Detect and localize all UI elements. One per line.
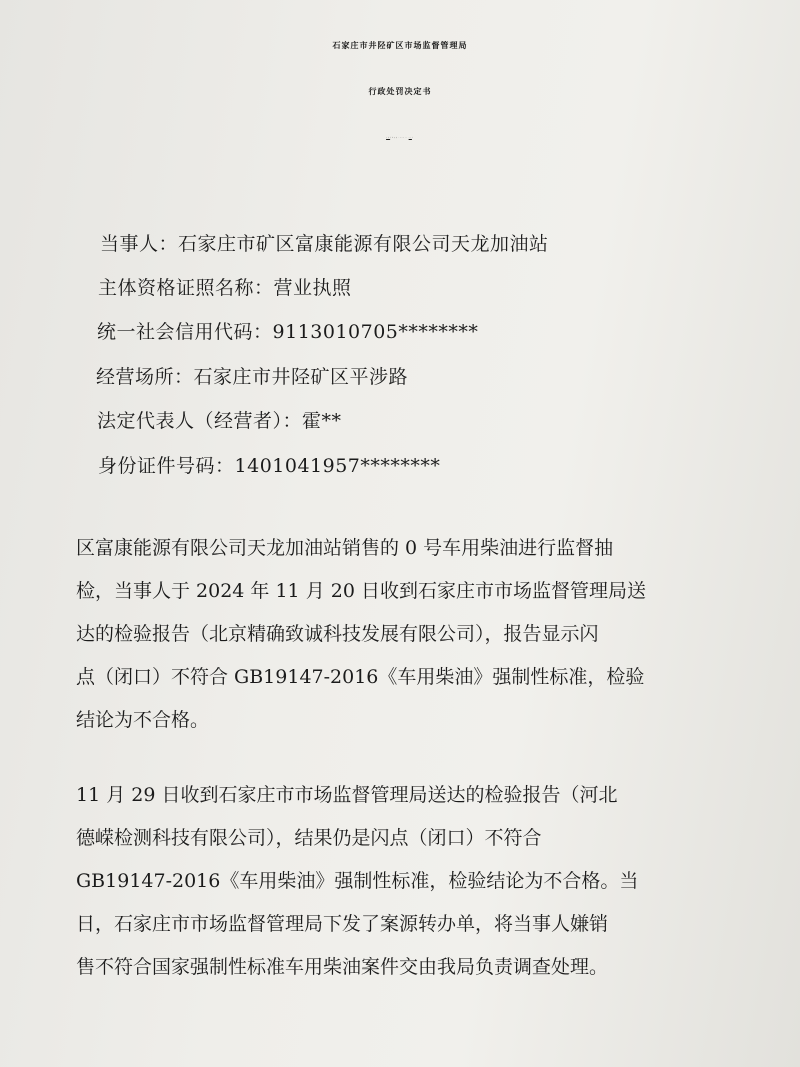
doc-number-middle: 市监处罚〔2024〕: [390, 138, 409, 139]
paragraph-line: 德嵘检测科技有限公司），结果仍是闪点（闭口）不符合: [76, 827, 542, 849]
document-title: 石家庄市井陉矿区市场监督管理局: [332, 41, 468, 50]
field-value: 9113010705********: [272, 321, 479, 343]
paragraph-1: [76, 484, 736, 742]
field-business-address: [96, 362, 408, 389]
field-value: 霍**: [302, 410, 342, 432]
field-label: 法定代表人（经营者）：: [97, 410, 303, 432]
field-label: 当事人：: [100, 233, 179, 255]
field-label: 经营场所：: [96, 366, 194, 388]
paragraph-line: 结论为不合格。: [76, 709, 210, 731]
document-number: [0, 138, 800, 139]
paragraph-2: [76, 731, 736, 989]
field-license-name: [98, 273, 352, 300]
field-label: 主体资格证照名称：: [98, 277, 274, 299]
field-label: 身份证件号码：: [98, 455, 235, 477]
paragraph-line: [76, 731, 736, 774]
paragraph-line: 11 月 29 日收到石家庄市市场监督管理局送达的检验报告（河北: [76, 784, 618, 806]
document-subtitle: 行政处罚决定书: [368, 87, 432, 96]
field-party: [100, 229, 549, 256]
field-value: 石家庄市矿区富康能源有限公司天龙加油站: [178, 233, 549, 255]
paragraph-line: 售不符合国家强制性标准车用柴油案件交由我局负责调查处理。: [76, 956, 609, 978]
doc-number-suffix: 号: [411, 138, 414, 139]
paragraph-line: 区富康能源有限公司天龙加油站销售的 0 号车用柴油进行监督抽: [76, 537, 614, 559]
paragraph-line: 日，石家庄市市场监督管理局下发了案源转办单，将当事人嫌销: [76, 913, 609, 935]
field-value: 石家庄市井陉矿区平涉路: [193, 366, 409, 388]
field-credit-code: [97, 317, 478, 344]
doc-number-num: 30: [408, 138, 412, 139]
field-legal-representative: [97, 406, 342, 433]
field-id-number: [98, 451, 440, 478]
paragraph-line: GB19147-2016《车用柴油》强制性标准，检验结论为不合格。当: [76, 870, 639, 892]
paragraph-line: [76, 484, 736, 527]
doc-number-prefix: 石矿: [386, 138, 391, 139]
paragraph-line: 达的检验报告（北京精确致诚科技发展有限公司），报告显示闪: [76, 623, 599, 645]
field-value: 营业执照: [273, 277, 352, 299]
paragraph-line: 点（闭口）不符合 GB19147-2016《车用柴油》强制性标准，检验: [76, 666, 645, 688]
field-value: 1401041957********: [234, 455, 441, 477]
paragraph-line: 检，当事人于 2024 年 11 月 20 日收到石家庄市市场监督管理局送: [76, 580, 646, 602]
field-label: 统一社会信用代码：: [97, 321, 273, 343]
